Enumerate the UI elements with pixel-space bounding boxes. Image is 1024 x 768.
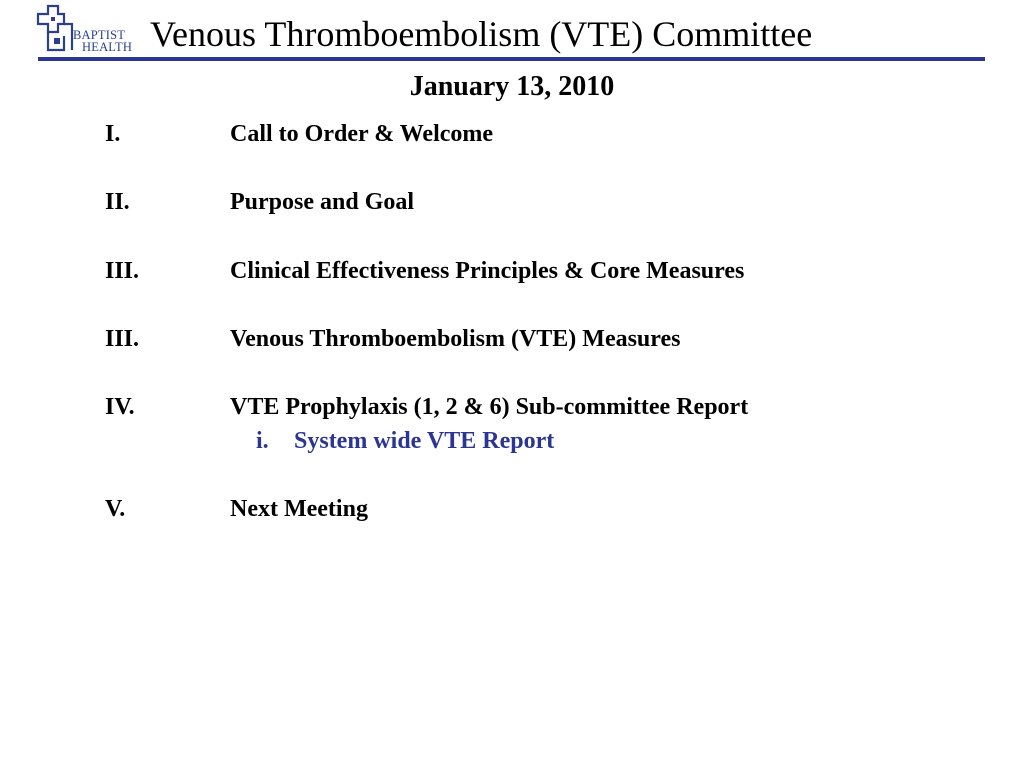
logo-text-baptist: BAPTIST: [73, 28, 126, 42]
agenda-subitem-label: System wide VTE Report: [294, 428, 555, 454]
agenda-item-label: Clinical Effectiveness Principles & Core Measures: [230, 258, 745, 284]
meeting-date: January 13, 2010: [409, 71, 615, 102]
agenda-item-number: IV.: [105, 394, 135, 420]
logo-text-health: HEALTH: [82, 40, 133, 54]
agenda-item-number: III.: [105, 258, 140, 284]
agenda-item-label: Purpose and Goal: [230, 189, 415, 215]
agenda-item-number: I.: [105, 121, 121, 147]
agenda-item-number: V.: [105, 496, 126, 522]
agenda-item-label: Next Meeting: [230, 496, 368, 522]
page-title: Venous Thromboembolism (VTE) Committee: [150, 14, 813, 54]
agenda-subitem-number: i.: [256, 428, 269, 454]
agenda-item-number: II.: [105, 189, 130, 215]
title-divider: [38, 57, 985, 61]
agenda-item-label: Venous Thromboembolism (VTE) Measures: [230, 326, 681, 352]
agenda-item-number: III.: [105, 326, 140, 352]
agenda-item-label: VTE Prophylaxis (1, 2 & 6) Sub-committee Report: [230, 394, 749, 420]
agenda-item-label: Call to Order & Welcome: [230, 121, 494, 147]
